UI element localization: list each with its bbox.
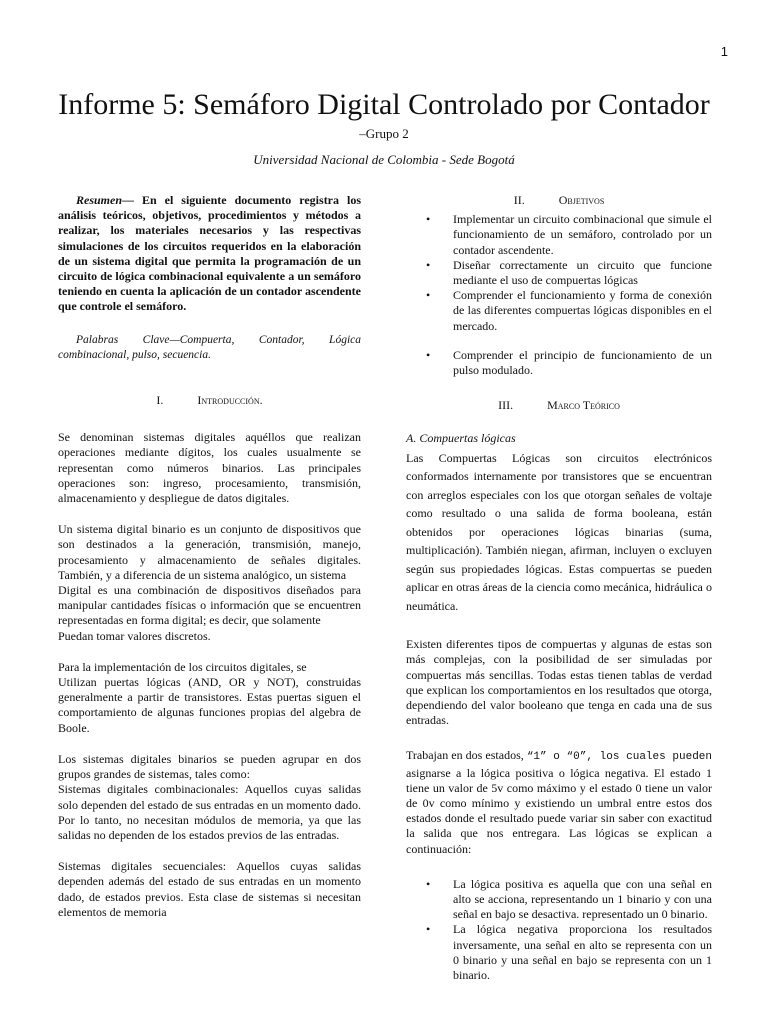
section-title: Marco Teórico — [547, 398, 620, 413]
intro-paragraph-7: Los sistemas digitales binarios se pueden agrupar en dos grupos grandes de sistemas, tales como: — [58, 751, 361, 782]
intro-paragraph-3: Digital es una combinación de dispositivos diseñados para manipular cantidades físicas o información que se encuentren representadas en forma digital; es decir, que solamente — [58, 583, 361, 628]
list-item: • Comprender el principio de funcionamiento de un pulso modulado. — [406, 348, 712, 378]
binary-states-text: “1” o “0”, los cuales pueden — [526, 751, 712, 764]
intro-paragraph-8: Sistemas digitales combinacionales: Aquellos cuyas salidas solo dependen del estado de sus entradas en un momento dado. Por lo tanto, no necesitan módulos de memoria, ya que las salidas no dependen de los estados previos de las entradas. — [58, 782, 361, 842]
theory-paragraph-1: Las Compuertas Lógicas son circuitos electrónicos conformados internamente por transistores que se encuentran con arreglos especiales con los que otorgan señales de voltaje como resultado o una salida de forma booleana, están obtenidos por operaciones lógicas binarias (suma, multiplicación). También niegan, afirman, incluyen o excluyen según sus propiedades lógicas. Estas compuertas se pueden aplicar en otras áreas de la ciencia como mecánica, hidráulica o neumática. — [406, 450, 712, 613]
paper-title: Informe 5: Semáforo Digital Controlado por Contador — [58, 88, 710, 121]
intro-paragraph-4: Puedan tomar valores discretos. — [58, 628, 211, 643]
theory-paragraph-2: Existen diferentes tipos de compuertas y algunas de estas son más complejas, con la posibilidad de ser simuladas por compuertas más sencillas. Todas estas tienen tablas de verdad que explican los comportamientos en los resultados que otorga, dependiendo del valor booleano que tenga en cada una de sus entradas. — [406, 637, 712, 728]
list-item: • La lógica positiva es aquella que con una señal en alto se acciona, representando un 1 binario y con una señal en bajo se desactiva. representado un 0 binario. — [406, 877, 712, 923]
list-item: • Diseñar correctamente un circuito que funcione mediante el uso de compuertas lógicas — [406, 258, 712, 288]
keywords: Palabras Clave—Compuerta, Contador, Lógica combinacional, pulso, secuencia. — [58, 333, 361, 361]
intro-paragraph-2: Un sistema digital binario es un conjunto de dispositivos que son destinados a la generación, transmisión, manejo, procesamiento y almacenamiento de señales digitales. También, y a diferencia de un sistema analógico, un sistema — [58, 522, 361, 582]
affiliation: Universidad Nacional de Colombia - Sede Bogotá — [253, 152, 515, 167]
intro-paragraph-6: Utilizan puertas lógicas (AND, OR y NOT), construidas generalmente a partir de transistores. Estas puertas siguen el comportamiento de algunas funciones propias del algebra de Boole. — [58, 675, 361, 735]
author-line: –Grupo 2 — [359, 126, 409, 141]
logic-types-list — [406, 877, 712, 983]
section-heading-theory — [406, 398, 712, 413]
section-number: II. — [513, 193, 525, 207]
right-column — [406, 193, 712, 983]
list-item: • Comprender el funcionamiento y forma de conexión de las diferentes compuertas lógicas disponibles en el mercado. — [406, 288, 712, 334]
page-number: 1 — [720, 44, 728, 59]
intro-paragraph-5: Para la implementación de los circuitos digitales, se — [58, 659, 307, 674]
left-column — [58, 193, 361, 920]
list-item: • Implementar un circuito combinacional que simule el funcionamiento de un semáforo, controlado por un contador ascendente. — [406, 212, 712, 258]
section-heading-intro — [58, 393, 361, 408]
subsection-heading: A. Compuertas lógicas — [406, 431, 516, 446]
section-title: Objetivos — [558, 193, 605, 207]
section-number: III. — [498, 398, 514, 413]
paragraph-text: Trabajan en dos estados, — [406, 748, 524, 763]
intro-paragraph-9: Sistemas digitales secuenciales: Aquellos cuyas salidas dependen además del estado de sus entradas en un momento dado, de estados previos. Esta clase de sistemas si necesitan elementos de memoria — [58, 859, 361, 919]
objectives-list — [406, 212, 712, 378]
list-item: • La lógica negativa proporciona los resultados inversamente, una señal en alto se representa con un 0 binario y una señal en bajo se representa con un 1 binario. — [406, 922, 712, 983]
abstract-text: — En el siguiente documento registra los análisis teóricos, objetivos, procedimientos y métodos a realizar, los materiales necesarios y las respectivas simulaciones de los circuitos requeridos en la elaboración de un sistema digital que permita la programación de un circuito de lógica combinacional equivalente a un semáforo teniendo en cuenta la aplicación de un contador ascendente que controle el semáforo. — [58, 193, 361, 314]
abstract-lead: Resumen — [76, 193, 123, 207]
section-number: I. — [156, 393, 164, 408]
intro-paragraph-1: Se denominan sistemas digitales aquéllos que realizan operaciones mediante dígitos, los cuales usualmente se representan como números binarios. Las principales operaciones son: ingreso, procesamiento, transmisión, almacenamiento y despliegue de datos digitales. — [58, 430, 361, 506]
abstract — [58, 193, 361, 315]
paragraph-text: asignarse a la lógica positiva o lógica negativa. El estado 1 tiene un valor de 5v como máximo y el estado 0 tiene un valor de 0v como mínimo y existiendo un umbral entre estos dos estados donde el resultado puede variar sin saber con exactitud la salida que nos entregara. Las lógicas se explican a continuación: — [406, 765, 712, 856]
section-heading-objectives — [406, 193, 712, 208]
section-title: Introducción. — [197, 393, 263, 408]
theory-paragraph-3 — [406, 748, 712, 856]
